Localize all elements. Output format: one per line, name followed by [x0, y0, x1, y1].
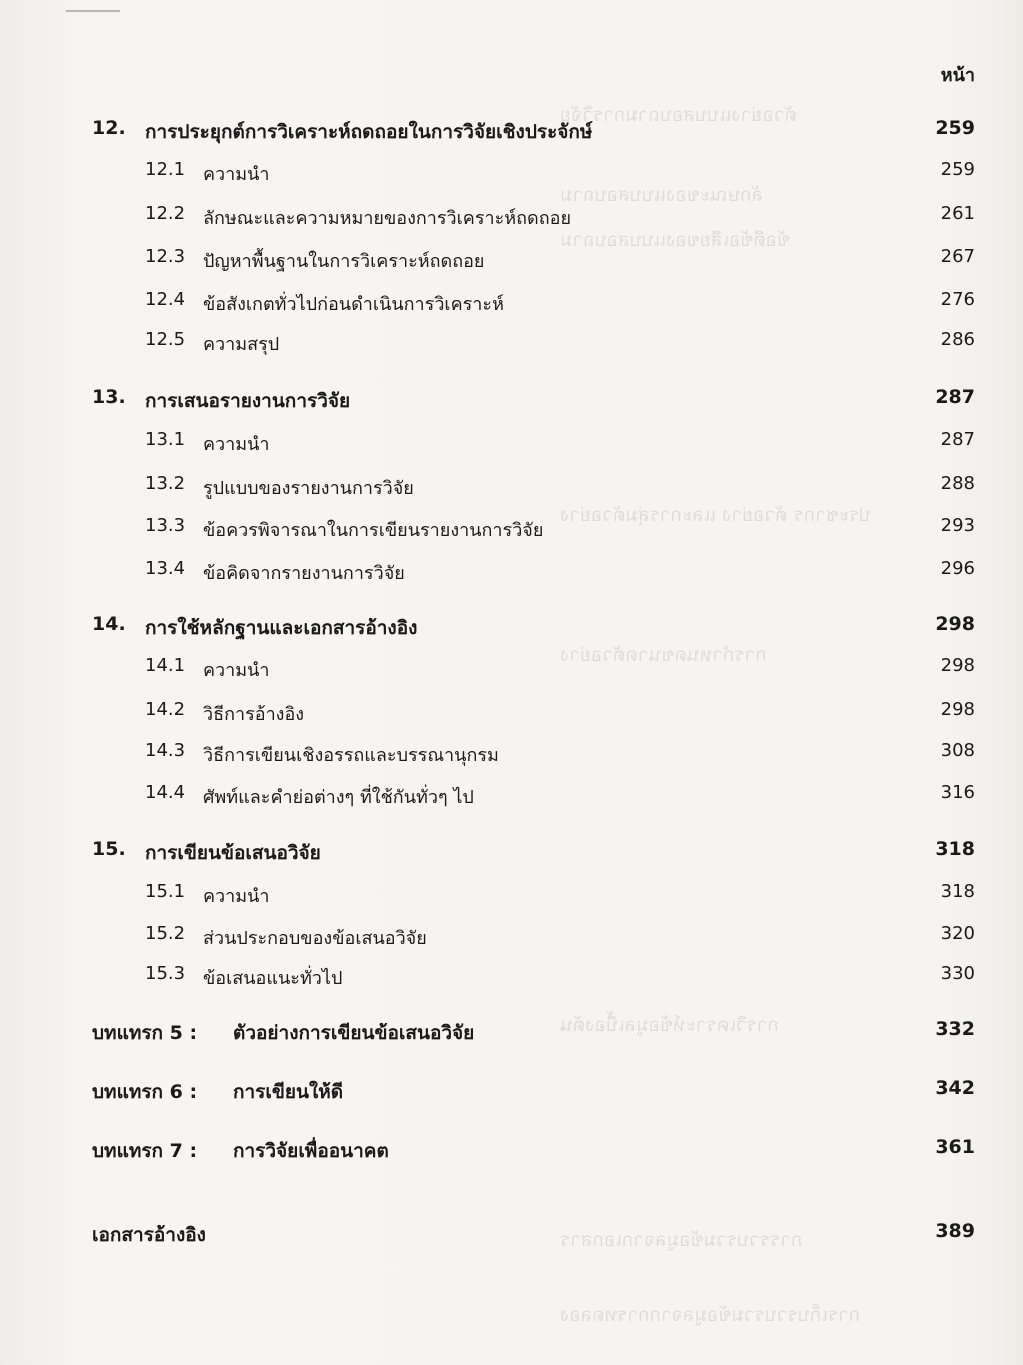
- page-number: 276: [940, 289, 975, 310]
- bleed-through-text: การกำหนดขนาดตัวอย่าง: [560, 644, 767, 666]
- appendix-title: การวิจัยเพื่ออนาคต: [233, 1140, 389, 1162]
- section-number: 14.2: [145, 699, 186, 720]
- section-title: ความนำ: [203, 164, 270, 185]
- page-number: 308: [940, 740, 975, 761]
- section-title: ข้อสังเกตทั่วไปก่อนดำเนินการวิเคราะห์: [203, 294, 504, 315]
- bleed-through-text: การเก็บรวบรวมข้อมูลจากการทดลอง: [560, 1304, 861, 1326]
- toc-section-row: [0, 881, 1023, 911]
- page-number: 318: [935, 838, 975, 860]
- section-number: 13.1: [145, 429, 186, 450]
- section-title: ศัพท์และคำย่อต่างๆ ที่ใช้กันทั่วๆ ไป: [203, 787, 474, 808]
- page-number: 330: [940, 963, 975, 984]
- toc-chapter-row: [0, 117, 1023, 147]
- toc-section-row: [0, 782, 1023, 812]
- page-number: 389: [935, 1220, 975, 1242]
- section-title: ลักษณะและความหมายของการวิเคราะห์ถดถอย: [203, 208, 571, 229]
- chapter-title: การเขียนข้อเสนอวิจัย: [145, 842, 321, 864]
- chapter-number: 12.: [92, 117, 126, 139]
- toc-chapter-row: [0, 613, 1023, 643]
- toc-section-row: [0, 558, 1023, 588]
- section-number: 12.4: [145, 289, 186, 310]
- appendix-label: บทแทรก 5 :: [92, 1022, 198, 1044]
- section-title: ความนำ: [203, 886, 270, 907]
- chapter-number: 13.: [92, 386, 126, 408]
- toc-section-row: [0, 963, 1023, 993]
- section-number: 12.1: [145, 159, 186, 180]
- section-title: วิธีการอ้างอิง: [203, 704, 305, 725]
- toc-section-row: [0, 289, 1023, 319]
- section-number: 13.2: [145, 473, 186, 494]
- chapter-number: 15.: [92, 838, 126, 860]
- bleed-through-text: การรวบรวมข้อมูลจากเอกสาร: [560, 1229, 803, 1251]
- toc-section-row: [0, 515, 1023, 545]
- appendix-title: การเขียนให้ดี: [233, 1081, 344, 1103]
- chapter-number: 14.: [92, 613, 126, 635]
- toc-section-row: [0, 473, 1023, 503]
- toc-section-row: [0, 203, 1023, 233]
- page-number: 259: [935, 117, 975, 139]
- section-title: วิธีการเขียนเชิงอรรถและบรรณานุกรม: [203, 745, 499, 766]
- appendix-title: ตัวอย่างการเขียนข้อเสนอวิจัย: [233, 1022, 475, 1044]
- references-label: เอกสารอ้างอิง: [92, 1224, 206, 1246]
- section-number: 13.4: [145, 558, 186, 579]
- section-title: ข้อควรพิจารณาในการเขียนรายงานการวิจัย: [203, 520, 544, 541]
- appendix-label: บทแทรก 6 :: [92, 1081, 198, 1103]
- section-title: ความนำ: [203, 660, 270, 681]
- section-title: ความสรุป: [203, 334, 280, 355]
- bleed-through-text: ลักษณะของแบบสอบถาม: [560, 184, 764, 206]
- toc-chapter-row: [0, 386, 1023, 416]
- section-title: ข้อเสนอแนะทั่วไป: [203, 968, 343, 989]
- bleed-through-text: ประชากร ตัวอย่าง และการสุ่มตัวอย่าง: [560, 504, 872, 526]
- page-number: 316: [940, 782, 975, 803]
- page-number: 342: [935, 1077, 975, 1099]
- toc-section-row: [0, 246, 1023, 276]
- section-title: ส่วนประกอบของข้อเสนอวิจัย: [203, 928, 427, 949]
- toc-appendix-row: [0, 1136, 1023, 1166]
- section-title: ปัญหาพื้นฐานในการวิเคราะห์ถดถอย: [203, 251, 485, 272]
- section-number: 13.3: [145, 515, 186, 536]
- toc-section-row: [0, 429, 1023, 459]
- toc-appendix-row: [0, 1018, 1023, 1048]
- toc-references-row: [0, 1220, 1023, 1250]
- page-edge-mark: [66, 10, 120, 12]
- section-number: 15.2: [145, 923, 186, 944]
- section-number: 14.3: [145, 740, 186, 761]
- section-number: 14.4: [145, 782, 186, 803]
- section-number: 15.3: [145, 963, 186, 984]
- page-number: 296: [940, 558, 975, 579]
- section-number: 12.2: [145, 203, 186, 224]
- toc-appendix-row: [0, 1077, 1023, 1107]
- page-number: 287: [935, 386, 975, 408]
- page-number: 332: [935, 1018, 975, 1040]
- page-number: 288: [940, 473, 975, 494]
- page-number: 298: [940, 655, 975, 676]
- toc-section-row: [0, 923, 1023, 953]
- appendix-label: บทแทรก 7 :: [92, 1140, 198, 1162]
- page-number: 287: [940, 429, 975, 450]
- toc-section-row: [0, 699, 1023, 729]
- page-number: 320: [940, 923, 975, 944]
- page-number: 259: [940, 159, 975, 180]
- page-column-header: หน้า: [940, 65, 975, 86]
- page-number: 318: [940, 881, 975, 902]
- chapter-title: การใช้หลักฐานและเอกสารอ้างอิง: [145, 617, 418, 639]
- page-number: 261: [940, 203, 975, 224]
- page-number: 298: [940, 699, 975, 720]
- toc-section-row: [0, 655, 1023, 685]
- toc-section-row: [0, 740, 1023, 770]
- page-number: 293: [940, 515, 975, 536]
- section-number: 12.3: [145, 246, 186, 267]
- bleed-through-text: การวิเคราะห์ข้อมูลเบื้องต้น: [560, 1014, 779, 1036]
- toc-chapter-row: [0, 838, 1023, 868]
- page-number: 361: [935, 1136, 975, 1158]
- page-number: 298: [935, 613, 975, 635]
- section-number: 15.1: [145, 881, 186, 902]
- chapter-title: การเสนอรายงานการวิจัย: [145, 390, 351, 412]
- section-title: รูปแบบของรายงานการวิจัย: [203, 478, 414, 499]
- page-number: 267: [940, 246, 975, 267]
- bleed-through-text: ข้อดีข้อเสียของแบบสอบถาม: [560, 229, 791, 251]
- page-number: 286: [940, 329, 975, 350]
- toc-section-row: [0, 159, 1023, 189]
- section-title: ข้อคิดจากรายงานการวิจัย: [203, 563, 405, 584]
- toc-section-row: [0, 329, 1023, 359]
- section-number: 12.5: [145, 329, 186, 350]
- section-title: ความนำ: [203, 434, 270, 455]
- chapter-title: การประยุกต์การวิเคราะห์ถดถอยในการวิจัยเชิงประจักษ์: [145, 121, 593, 143]
- bleed-through-text: ตัวอย่างแบบสอบถามการวิจัย: [560, 104, 797, 126]
- section-number: 14.1: [145, 655, 186, 676]
